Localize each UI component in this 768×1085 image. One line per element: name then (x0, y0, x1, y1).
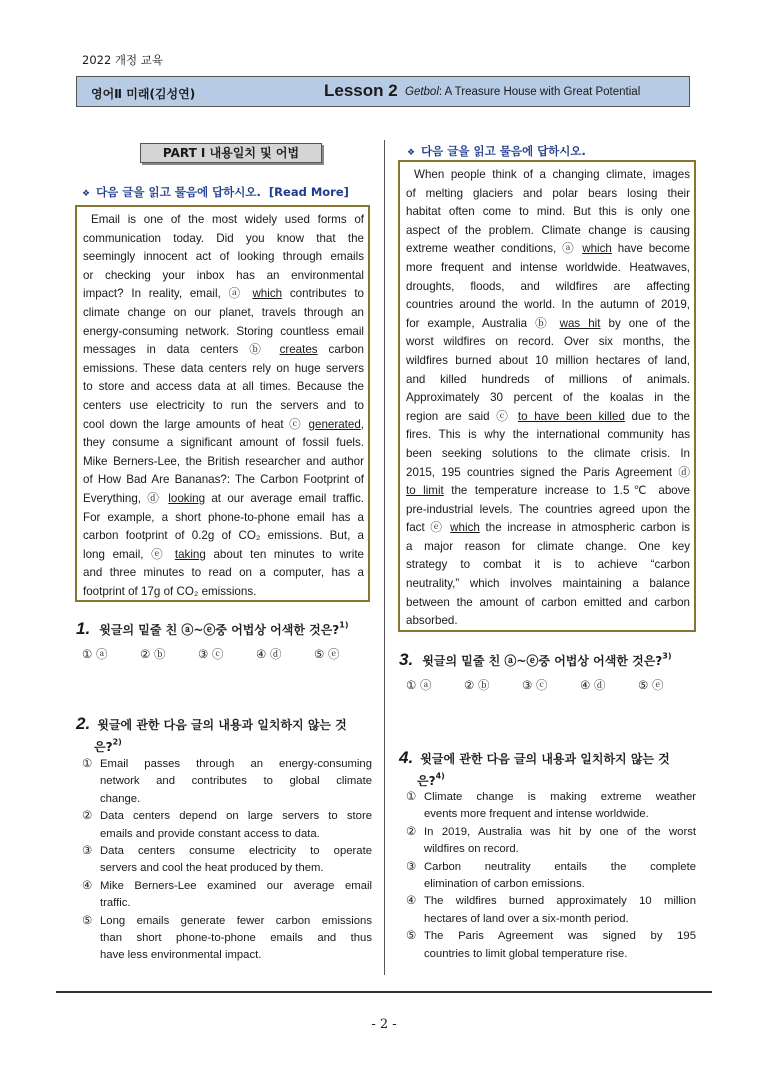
left-passage (75, 205, 370, 602)
option-line: elimination of carbon emissions. (424, 878, 585, 891)
option-line: Data centers consume electricity to operate (100, 845, 372, 858)
left-passage-body (83, 211, 364, 601)
left-instruction (82, 184, 349, 200)
q3-footnote: 3) (662, 651, 672, 661)
answer-option[interactable] (82, 878, 372, 913)
option-number: ② (406, 825, 417, 838)
passage-line: seemingly innocent act of looking through emails (83, 250, 364, 264)
passage-line: habitat often come to mind. But this is only one (406, 205, 690, 219)
option-line: events more frequent and intense worldwide. (424, 808, 649, 821)
answer-option[interactable] (82, 808, 372, 843)
lesson-number: Lesson 2 (324, 81, 398, 100)
right-passage (398, 160, 696, 632)
passage-line: fact ⓔ which the increase in atmospheric carbon is (406, 521, 690, 535)
passage-line: more frequent and intense worldwide. Heatwaves, (406, 260, 690, 274)
right-passage-body (406, 166, 690, 631)
column-divider (384, 140, 385, 975)
answer-choice[interactable]: ④ ⓓ (256, 647, 282, 661)
q1-footnote: 1) (339, 620, 349, 630)
option-line: Mike Berners-Lee examined our average email (100, 879, 372, 892)
option-line: The Paris Agreement was signed by 195 (424, 930, 696, 943)
underlined-phrase: looking (168, 491, 206, 505)
option-line: servers and cool the heat produced by them. (100, 862, 324, 875)
answer-option[interactable] (406, 893, 696, 928)
answer-choice[interactable]: ③ ⓒ (198, 647, 224, 661)
underlined-phrase: generated (308, 417, 361, 431)
passage-line: to limit the temperature increase to 1.5℃ above (406, 484, 690, 498)
passage-line: energy-consuming network. Storing countless email (83, 324, 364, 338)
option-text (424, 893, 696, 928)
passage-line: a major reason for climate change. One key (406, 539, 690, 553)
option-line: The wildfires burned approximately 10 million (424, 895, 696, 908)
underlined-phrase: was hit (559, 316, 601, 330)
q4-number: 4. (399, 748, 414, 767)
footer-rule (56, 991, 712, 993)
option-line: hectares of land over a six-month period. (424, 912, 629, 925)
passage-line: neutrality,” which involves maintaining a balance (406, 577, 690, 591)
passage-line: worst wildfires on record. Over six months, the (406, 335, 690, 349)
option-line: countries to limit global temperature rise. (424, 947, 628, 960)
passage-line: or checking your inbox has an environmental (83, 268, 364, 282)
q3-choices (406, 677, 696, 693)
option-number: ② (82, 810, 93, 823)
question-3 (399, 650, 671, 670)
passage-line: countries around the world. In the autumn of 2019, (406, 298, 690, 312)
answer-option[interactable] (406, 789, 696, 824)
underlined-phrase: which (450, 521, 480, 535)
underlined-phrase: to have been killed (517, 409, 625, 423)
answer-choice[interactable]: ⑤ ⓔ (638, 678, 664, 692)
passage-line: droughts, floods, and wildfires are affecting (406, 279, 690, 293)
passage-line: 2015, 195 countries signed the Paris Agreement ⓓ (406, 465, 690, 479)
passage-line: Mike Berners-Lee, the British researcher and author (83, 454, 364, 468)
option-text (424, 789, 696, 824)
q2-text-line2: 은? (94, 740, 113, 754)
answer-option[interactable] (406, 824, 696, 859)
option-line: Data centers depend on large servers to store (100, 810, 372, 823)
part-title: PART Ⅰ 내용일치 및 어법 (140, 143, 322, 163)
passage-line: been seeking solutions to the climate crisis. In (406, 446, 690, 460)
passage-line: extreme weather conditions, ⓐ which have become (406, 242, 690, 256)
passage-line: and three minutes to read on a computer, has a (83, 566, 364, 580)
answer-option[interactable] (406, 859, 696, 894)
passage-line: to store and access data at all times. Because the (83, 380, 364, 394)
option-number: ④ (82, 879, 93, 892)
passage-line: impact? In reality, email, ⓐ which contributes to (83, 287, 364, 301)
passage-line: When people think of a changing climate, images (414, 168, 690, 181)
answer-choice[interactable]: ① ⓐ (82, 647, 108, 661)
q3-text: 윗글의 밑줄 친 ⓐ~ⓔ중 어법상 어색한 것은? (422, 654, 663, 668)
option-line: network and contributes to global climate (100, 775, 372, 788)
answer-option[interactable] (82, 843, 372, 878)
answer-option[interactable] (406, 928, 696, 963)
passage-line: Approximately 30 percent of the koalas in the (406, 391, 690, 405)
answer-choice[interactable]: ② ⓑ (464, 678, 490, 692)
diamond-bullet-icon: ❖ (82, 189, 91, 199)
read-more-link[interactable]: [Read More] (268, 185, 349, 199)
lesson-subtitle (405, 86, 640, 98)
passage-line: strategy to combat it is to achieve “carbon (406, 558, 690, 572)
q1-choices (82, 646, 372, 662)
option-number: ③ (406, 860, 417, 873)
passage-line: for example, Australia ⓑ was hit by one of the (406, 316, 690, 330)
option-text (100, 808, 372, 843)
passage-line: communication today. Did you know that the (83, 231, 364, 245)
q4-options (406, 789, 696, 963)
option-line: Long emails generate fewer carbon emissions (100, 914, 372, 927)
underlined-phrase: to limit (406, 484, 444, 498)
passage-line: Email is one of the most widely used forms of (91, 213, 364, 226)
option-text (424, 824, 696, 859)
passage-line: footprint of 17g of CO₂ emissions. (83, 584, 257, 598)
passage-line: between the amount of carbon emitted and carbon (406, 595, 690, 609)
passage-line: fires. This is why the international community has (406, 428, 690, 442)
question-1 (76, 619, 348, 639)
curriculum-label: 2022 개정 교육 (82, 53, 164, 67)
passage-line: aspect of the problem. Climate change is causing (406, 223, 690, 237)
underlined-phrase: creates (279, 343, 318, 357)
passage-line: and killed hundreds of millions of animals. (406, 372, 690, 386)
passage-line: Everything, ⓓ looking at our average email traffic. (83, 491, 364, 505)
option-text (100, 843, 372, 878)
subject-title: 영어Ⅱ 미래(김성연) (91, 87, 196, 101)
answer-option[interactable] (82, 756, 372, 808)
option-number: ④ (406, 895, 417, 908)
option-number: ① (82, 758, 93, 770)
passage-line: of melting glaciers and polar bears losing their (406, 186, 690, 200)
q2-number: 2. (76, 714, 91, 733)
passage-line: wildfires burned about 10 million hectares of land, (406, 353, 690, 367)
right-instruction-text: 다음 글을 읽고 물음에 답하시오. (421, 144, 586, 158)
underlined-phrase: taking (174, 547, 206, 561)
option-line: Climate change is making extreme weather (424, 791, 696, 803)
passage-line: region are said ⓒ to have been killed due to the (406, 409, 690, 423)
q2-text-line1: 윗글에 관한 다음 글의 내용과 일치하지 않는 것 (97, 718, 347, 732)
underlined-phrase: which (582, 242, 612, 256)
q4-text-line2: 은? (417, 774, 436, 788)
answer-option[interactable] (82, 913, 372, 965)
q2-footnote: 2) (112, 737, 122, 747)
option-text (100, 913, 372, 965)
option-line: In 2019, Australia was hit by one of the worst (424, 825, 696, 838)
passage-line: emissions. These data centers rely on huge servers (83, 361, 364, 375)
option-line: than short phone-to-phone emails and thus (100, 932, 372, 945)
passage-line: pre-industrial levels. The countries agreed upon the (406, 502, 690, 516)
option-number: ③ (82, 845, 93, 858)
option-text (100, 878, 372, 913)
q3-number: 3. (399, 650, 414, 669)
passage-line: of How Bad Are Bananas?: The Carbon Footprint of (83, 473, 364, 487)
answer-choice[interactable]: ④ ⓓ (580, 678, 606, 692)
passage-line: climate change on our planet, travels through an (83, 305, 364, 319)
passage-line: centers use electricity to run the servers and to (83, 398, 364, 412)
option-text (100, 756, 372, 808)
diamond-bullet-icon: ❖ (407, 148, 416, 158)
option-number: ① (406, 791, 417, 803)
q1-text: 윗글의 밑줄 친 ⓐ~ⓔ중 어법상 어색한 것은? (99, 623, 340, 637)
left-instruction-text: 다음 글을 읽고 물음에 답하시오. (96, 185, 261, 199)
lesson-header (76, 76, 690, 107)
option-line: Email passes through an energy-consuming (100, 758, 372, 770)
option-number: ⑤ (82, 914, 93, 927)
passage-line: For example, a short phone-to-phone email has a (83, 510, 364, 524)
option-number: ⑤ (406, 930, 417, 943)
option-line: Carbon neutrality entails the complete (424, 860, 696, 873)
answer-choice[interactable]: ① ⓐ (406, 678, 432, 692)
subtitle-italic: Getbol (405, 86, 439, 98)
passage-line: messages in data centers ⓑ creates carbon (83, 343, 364, 357)
passage-line: long email, ⓔ taking about ten minutes to write (83, 547, 364, 561)
question-4 (399, 748, 699, 789)
option-line: change. (100, 792, 141, 805)
q1-number: 1. (76, 619, 91, 638)
passage-line: cool down the large amounts of heat ⓒ generated, (83, 417, 364, 431)
answer-choice[interactable]: ② ⓑ (140, 647, 166, 661)
passage-line: absorbed. (406, 614, 458, 628)
answer-choice[interactable]: ⑤ ⓔ (314, 647, 340, 661)
right-instruction (407, 143, 586, 159)
answer-choice[interactable]: ③ ⓒ (522, 678, 548, 692)
option-line: have less environmental impact. (100, 949, 262, 962)
option-line: traffic. (100, 897, 131, 910)
q4-footnote: 4) (435, 771, 445, 781)
passage-line: carbon footprint of 0.2g of CO₂ emissions. But, a (83, 529, 364, 543)
subtitle-rest: : A Treasure House with Great Potential (438, 86, 641, 98)
option-text (424, 928, 696, 963)
option-text (424, 859, 696, 894)
option-line: emails and provide constant access to data. (100, 827, 320, 840)
option-line: wildfires on record. (424, 843, 519, 856)
q2-options (82, 756, 372, 965)
underlined-phrase: which (252, 287, 283, 301)
q4-text-line1: 윗글에 관한 다음 글의 내용과 일치하지 않는 것 (420, 752, 670, 766)
page-number: - 2 - (371, 1017, 397, 1032)
passage-line: they consume a significant amount of fossil fuels. (83, 436, 364, 450)
question-2 (76, 714, 376, 755)
